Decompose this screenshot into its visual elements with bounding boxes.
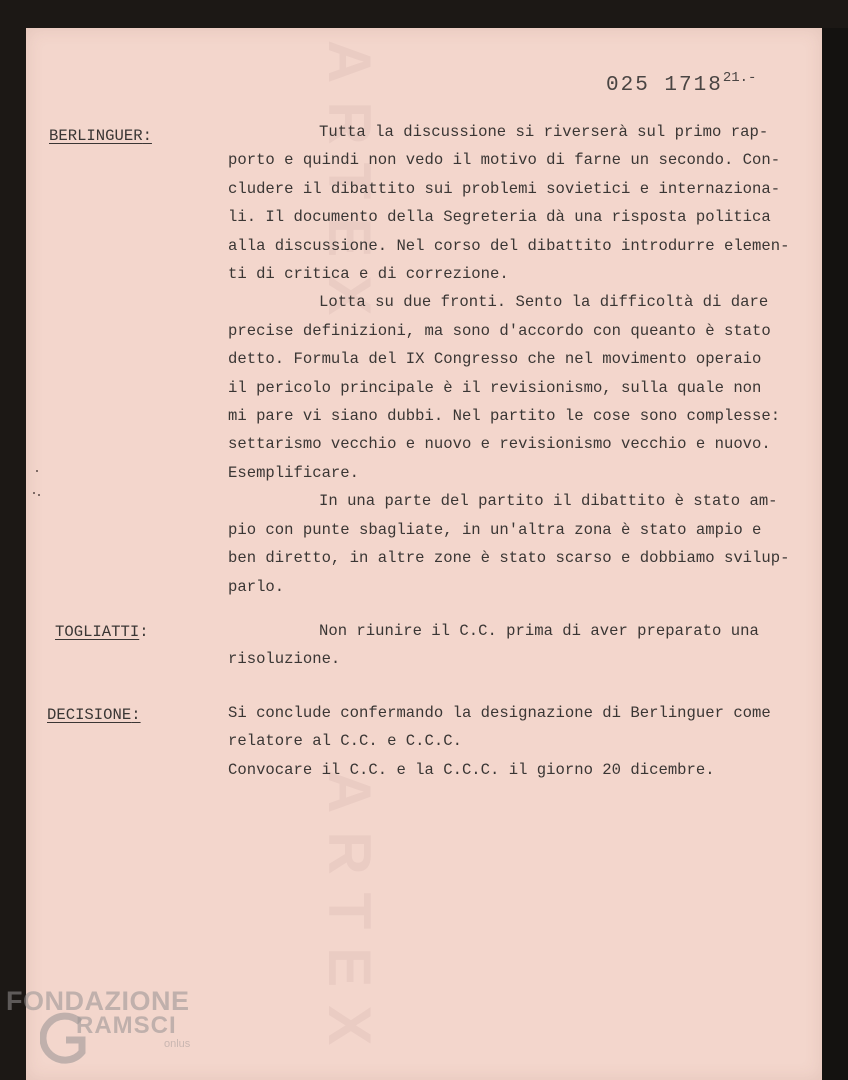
text-line: cludere il dibattito sui problemi sovietici e internaziona- [228, 179, 781, 198]
text-line: Si conclude confermando la designazione di Berlinguer come [228, 704, 771, 722]
speaker-colon: : [142, 127, 152, 145]
text-line: ben diretto, in altre zone è stato scarso e dobbiamo svilup- [228, 549, 790, 568]
speaker-name: DECISIONE [47, 706, 132, 724]
text-line: Esemplificare. [228, 463, 360, 482]
watermark-line1: FONDAZIONE [6, 986, 190, 1016]
speaker-label-togliatti [55, 623, 149, 641]
bleed-through-mark: ARTEX [316, 770, 383, 1064]
text-line: parlo. [228, 577, 285, 596]
text-line: Tutta la discussione si riverserà sul primo rap- [319, 123, 769, 141]
text-line: mi pare vi siano dubbi. Nel partito le cose sono complesse: [228, 407, 781, 426]
text-line: Lotta su due fronti. Sento la difficoltà di dare [319, 293, 769, 312]
text-line: Non riunire il C.C. prima di aver preparato una [319, 622, 759, 640]
speaker-name: BERLINGUER [49, 127, 143, 145]
document-number-suffix: 21.- [722, 70, 757, 86]
text-line: pio con punte sbagliate, in un'altra zona è stato ampio e [228, 520, 762, 539]
text-line: In una parte del partito il dibattito è stato am- [319, 492, 778, 511]
speaker-label-decisione [47, 706, 141, 724]
margin-speck [36, 470, 38, 472]
text-line: il pericolo principale è il revisionismo, sulla quale non [228, 378, 762, 397]
scan-border [822, 28, 848, 1080]
bleed-through-mark: ARTEX [316, 40, 383, 334]
speech-berlinguer [228, 118, 789, 601]
text-line: li. Il documento della Segreteria dà una risposta politica [228, 208, 771, 227]
margin-speck [38, 494, 40, 496]
watermark-line3: onlus [164, 1038, 191, 1050]
text-line: Convocare il C.C. e la C.C.C. il giorno 20 dicembre. [228, 760, 715, 779]
text-line: detto. Formula del IX Congresso che nel movimento operaio [228, 350, 762, 369]
text-line: relatore al C.C. e C.C.C. [228, 732, 462, 751]
text-line: settarismo vecchio e nuovo e revisionismo vecchio e nuovo. [228, 435, 771, 454]
speaker-colon: : [131, 706, 141, 724]
text-line: porto e quindi non vedo il motivo di farne un secondo. Con- [228, 151, 781, 170]
speaker-colon: : [139, 623, 149, 641]
archive-watermark [4, 986, 214, 1076]
watermark-line2: RAMSCI [76, 1012, 177, 1039]
text-line: risoluzione. [228, 650, 341, 669]
document-number-main: 025 1718 [606, 74, 723, 97]
text-line: precise definizioni, ma sono d'accordo con queanto è stato [228, 321, 771, 340]
text-line: alla discussione. Nel corso del dibattito introdurre elemen- [228, 236, 790, 255]
margin-speck [33, 492, 35, 494]
speaker-label-berlinguer [49, 127, 152, 145]
document-number [606, 70, 756, 97]
speech-togliatti [228, 617, 759, 674]
decision-text [228, 699, 771, 784]
speaker-name: TOGLIATTI [55, 623, 140, 641]
text-line: ti di critica e di correzione. [228, 265, 509, 284]
